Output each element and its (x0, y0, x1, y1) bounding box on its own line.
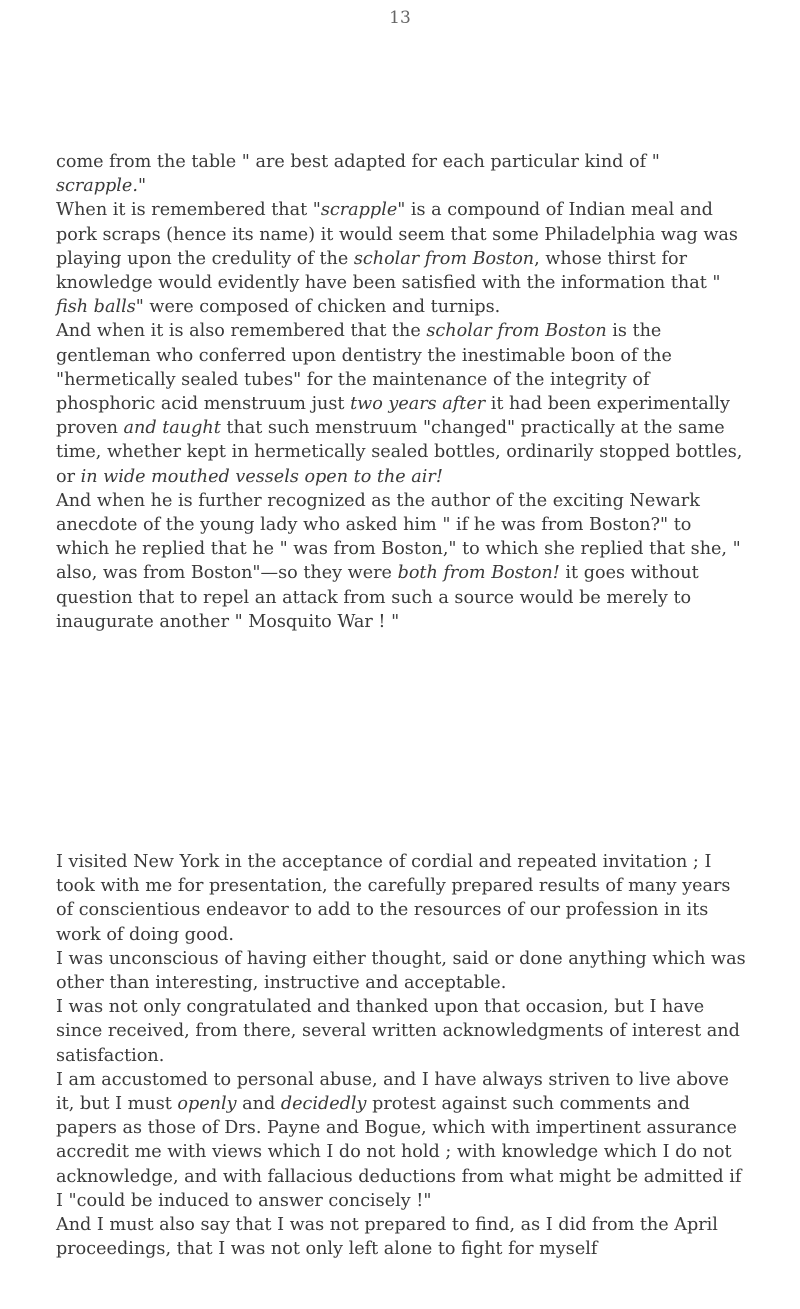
text-run: I was not only congratulated and thanked upon that occasion, but I have since received, from there, several written acknowledgments of interest and satisfaction. (56, 997, 740, 1066)
text-run: " is a compound of Indian meal and pork scraps (hence its name) it would seem that some Philadelphia wag was playing upon the credulity of the (56, 200, 738, 269)
italic-run: two years after (350, 394, 486, 415)
italic-run: scholar from Boston (353, 248, 535, 269)
paragraph (56, 947, 746, 995)
paragraph (56, 319, 746, 488)
paragraph (56, 150, 746, 198)
text-run: it had been experimentally proven (56, 394, 730, 439)
text-run: I am accustomed to personal abuse, and I have always striven to live above it, but I must (56, 1069, 729, 1115)
paragraph (56, 1068, 746, 1213)
paragraph (56, 850, 746, 947)
text-run: it goes without question that to repel an attack from such a source would be merely to inaugurate another " Mosquito War ! " (56, 563, 699, 632)
paragraph (56, 489, 746, 634)
text-block-lower (56, 850, 746, 1261)
text-run: , whose thirst for knowledge would evidently have been satisfied with the information that " (56, 248, 721, 294)
text-run: come from the table " are best adapted for each particular kind of (56, 152, 652, 172)
italic-run: fish balls (56, 297, 136, 318)
text-run: When it is remembered that " (56, 200, 321, 221)
italic-run: and taught (123, 418, 221, 439)
text-run: And I must also say that I was not prepared to find, as I did from the April proceedings, that I was not only left alone to fight for myself (56, 1215, 718, 1260)
text-run: " were composed of chicken and turnips. (135, 297, 501, 318)
text-run: And when he is further recognized as the author of the exciting Newark anecdote of the young lady who asked him " if he was from Boston?" to which he replied that he " was from Boston," to which she replied that she, " also, was from Boston"—so they were (56, 490, 741, 584)
italic-run: " scrapple." (56, 152, 660, 197)
text-run: protest against such comments and papers as those of Drs. Payne and Bogue, which with impertinent assurance accredit me with views which I do not hold ; with knowledge which I do not acknowledge, and with fallacious deductions from what might be admitted if I "could be induced to answer concisely !" (56, 1094, 742, 1211)
paragraph (56, 1213, 746, 1261)
italic-run: scrapple (320, 200, 398, 221)
italic-run: scholar from Boston (426, 321, 607, 342)
paragraph (56, 995, 746, 1068)
italic-run: both from Boston! (397, 563, 560, 584)
text-block-upper (56, 150, 746, 634)
text-run: and (236, 1094, 281, 1115)
italic-run: decidedly (280, 1094, 367, 1115)
text-run: I was unconscious of having either thought, said or done anything which was other than interesting, instructive and acceptable. (56, 948, 746, 994)
paragraph (56, 198, 746, 319)
text-run: And when it is also remembered that the (56, 321, 427, 342)
page-number: 13 (389, 8, 411, 28)
text-run: that such menstruum "changed" practically at the same time, whether kept in hermetically sealed bottles, ordinarily stopped bottles, or (56, 418, 743, 487)
text-run: is the gentleman who conferred upon dentistry the inestimable boon of the "hermetically sealed tubes" for the maintenance of the integrity of phosphoric acid menstruum just (56, 321, 672, 415)
italic-run: openly (177, 1094, 237, 1115)
text-run: I visited New York in the acceptance of cordial and repeated invitation ; I took with me for presentation, the carefully prepared results of many years of conscientious endeavor to add to the resources of our profession in its work of doing good. (56, 852, 731, 945)
italic-run: in wide mouthed vessels open to the air! (80, 466, 443, 487)
